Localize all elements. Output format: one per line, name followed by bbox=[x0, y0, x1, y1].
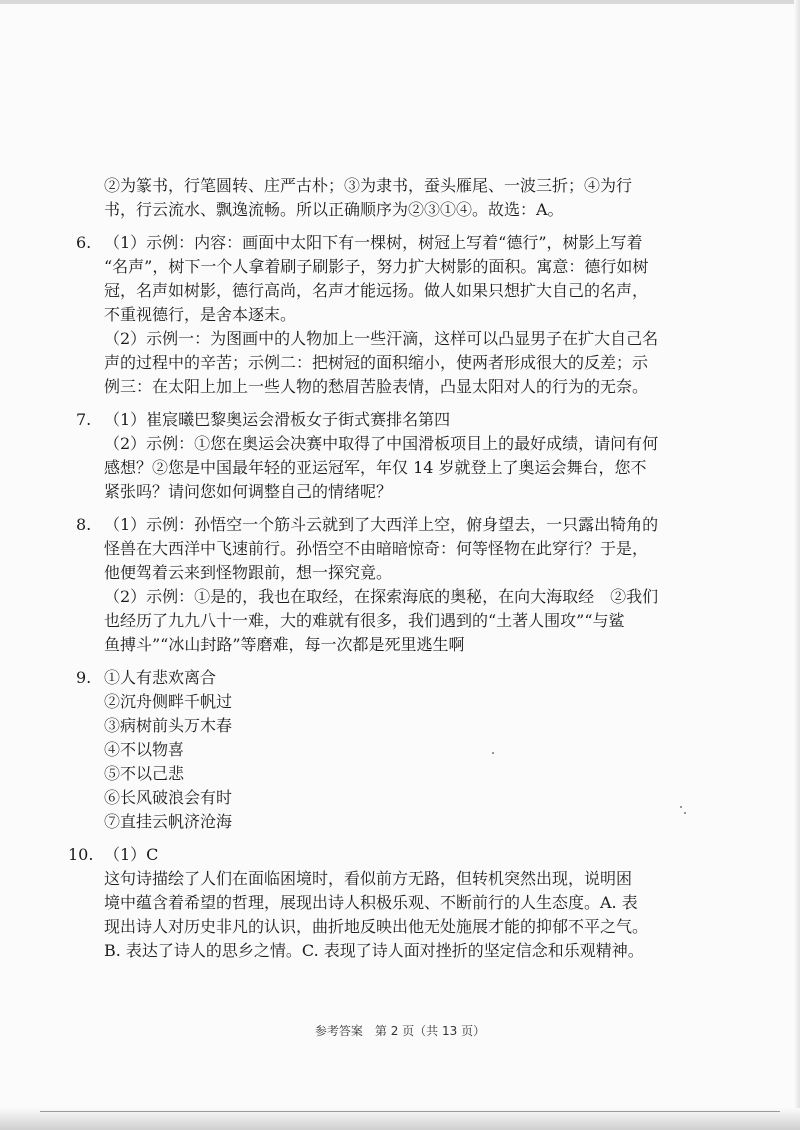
text-line: 境中蕴含着希望的哲理，展现出诗人积极乐观、不断前行的人生态度。A. 表 bbox=[104, 893, 638, 912]
question-9 bbox=[76, 666, 694, 834]
text-line: ③病树前头万木春 bbox=[104, 716, 233, 735]
text-line: 声的过程中的辛苦；示例二：把树冠的面积缩小，使两者形成很大的反差；示 bbox=[104, 353, 649, 372]
text-line: 他便驾着云来到怪物跟前，想一探究竟。 bbox=[104, 563, 393, 582]
question-6 bbox=[76, 231, 694, 399]
question-number: 8. bbox=[76, 515, 92, 534]
intro-block bbox=[104, 174, 694, 222]
text-line: ②沉舟侧畔千帆过 bbox=[104, 692, 233, 711]
text-line: ④不以物喜 bbox=[104, 740, 185, 759]
question-number: 10. bbox=[68, 845, 94, 864]
text-line: （1）崔宸曦巴黎奥运会滑板女子街式赛排名第四 bbox=[104, 410, 451, 429]
question-number: 6. bbox=[76, 233, 92, 252]
text-line: 例三：在太阳上加上一些人物的愁眉苦脸表情，凸显太阳对人的行为的无奈。 bbox=[104, 377, 649, 396]
scan-speck bbox=[684, 812, 686, 814]
scan-edge-top bbox=[0, 0, 800, 4]
text-line: （2）示例：①是的，我也在取经，在探索海底的奥秘，在向大海取经 ②我们 bbox=[104, 587, 659, 606]
text-line: “名声”，树下一个人拿着刷子刷影子，努力扩大树影的面积。寓意：德行如树 bbox=[104, 257, 649, 276]
scan-edge-line bbox=[40, 1111, 780, 1112]
text-line: ⑦直挂云帆济沧海 bbox=[104, 812, 233, 831]
text-line: 这句诗描绘了人们在面临困境时，看似前方无路，但转机突然出现，说明困 bbox=[104, 869, 633, 888]
text-line: 怪兽在大西洋中飞速前行。孙悟空不由暗暗惊奇：何等怪物在此穿行？于是， bbox=[104, 539, 649, 558]
text-line: （2）示例一：为图画中的人物加上一些汗滴，这样可以凸显男子在扩大自己名 bbox=[104, 329, 659, 348]
text-line: （2）示例：①您在奥运会决赛中取得了中国滑板项目上的最好成绩，请问有何 bbox=[104, 434, 659, 453]
text-line: 冠，名声如树影，德行高尚，名声才能远扬。做人如果只想扩大自己的名声， bbox=[104, 281, 649, 300]
text-line: 也经历了九九八十一难，大的难就有很多，我们遇到的“土著人围攻”“与鲨 bbox=[104, 611, 625, 630]
answer-content bbox=[68, 174, 694, 963]
text-line: ①人有悲欢离合 bbox=[104, 668, 217, 687]
question-10 bbox=[68, 843, 694, 963]
text-line: 紧张吗？请问您如何调整自己的情绪呢？ bbox=[104, 482, 393, 501]
text-line: ⑤不以己悲 bbox=[104, 764, 185, 783]
question-number: 9. bbox=[76, 668, 92, 687]
text-line: 鱼搏斗”“冰山封路”等磨难，每一次都是死里逃生啊 bbox=[104, 635, 465, 654]
text-line: 不重视德行，是舍本逐末。 bbox=[104, 305, 297, 324]
scan-speck bbox=[680, 806, 682, 808]
question-number: 7. bbox=[76, 410, 92, 429]
text-line: ②为篆书，行笔圆转、庄严古朴；③为隶书，蚕头雁尾、一波三折；④为行 bbox=[104, 176, 633, 195]
text-line: 现出诗人对历史非凡的认识，曲折地反映出他无处施展才能的抑郁不平之气。 bbox=[104, 917, 649, 936]
text-line: 书，行云流水、飘逸流畅。所以正确顺序为②③①④。故选：A。 bbox=[104, 200, 564, 219]
text-line: 感想？②您是中国最年轻的亚运冠军，年仅 14 岁就登上了奥运会舞台，您不 bbox=[104, 458, 647, 477]
text-line: B. 表达了诗人的思乡之情。C. 表现了诗人面对挫折的坚定信念和乐观精神。 bbox=[104, 941, 644, 960]
question-8 bbox=[76, 513, 694, 657]
text-line: （1）示例：内容：画面中太阳下有一棵树，树冠上写着“德行”，树影上写着 bbox=[104, 233, 643, 252]
scan-speck bbox=[492, 752, 494, 754]
scan-edge-right bbox=[794, 0, 800, 1130]
question-7 bbox=[76, 408, 694, 504]
text-line: （1）示例：孙悟空一个筋斗云就到了大西洋上空，俯身望去，一只露出犄角的 bbox=[104, 515, 659, 534]
page-footer: 参考答案 第 2 页（共 13 页） bbox=[314, 1024, 486, 1038]
text-line: （1）C bbox=[104, 845, 159, 864]
text-line: ⑥长风破浪会有时 bbox=[104, 788, 233, 807]
